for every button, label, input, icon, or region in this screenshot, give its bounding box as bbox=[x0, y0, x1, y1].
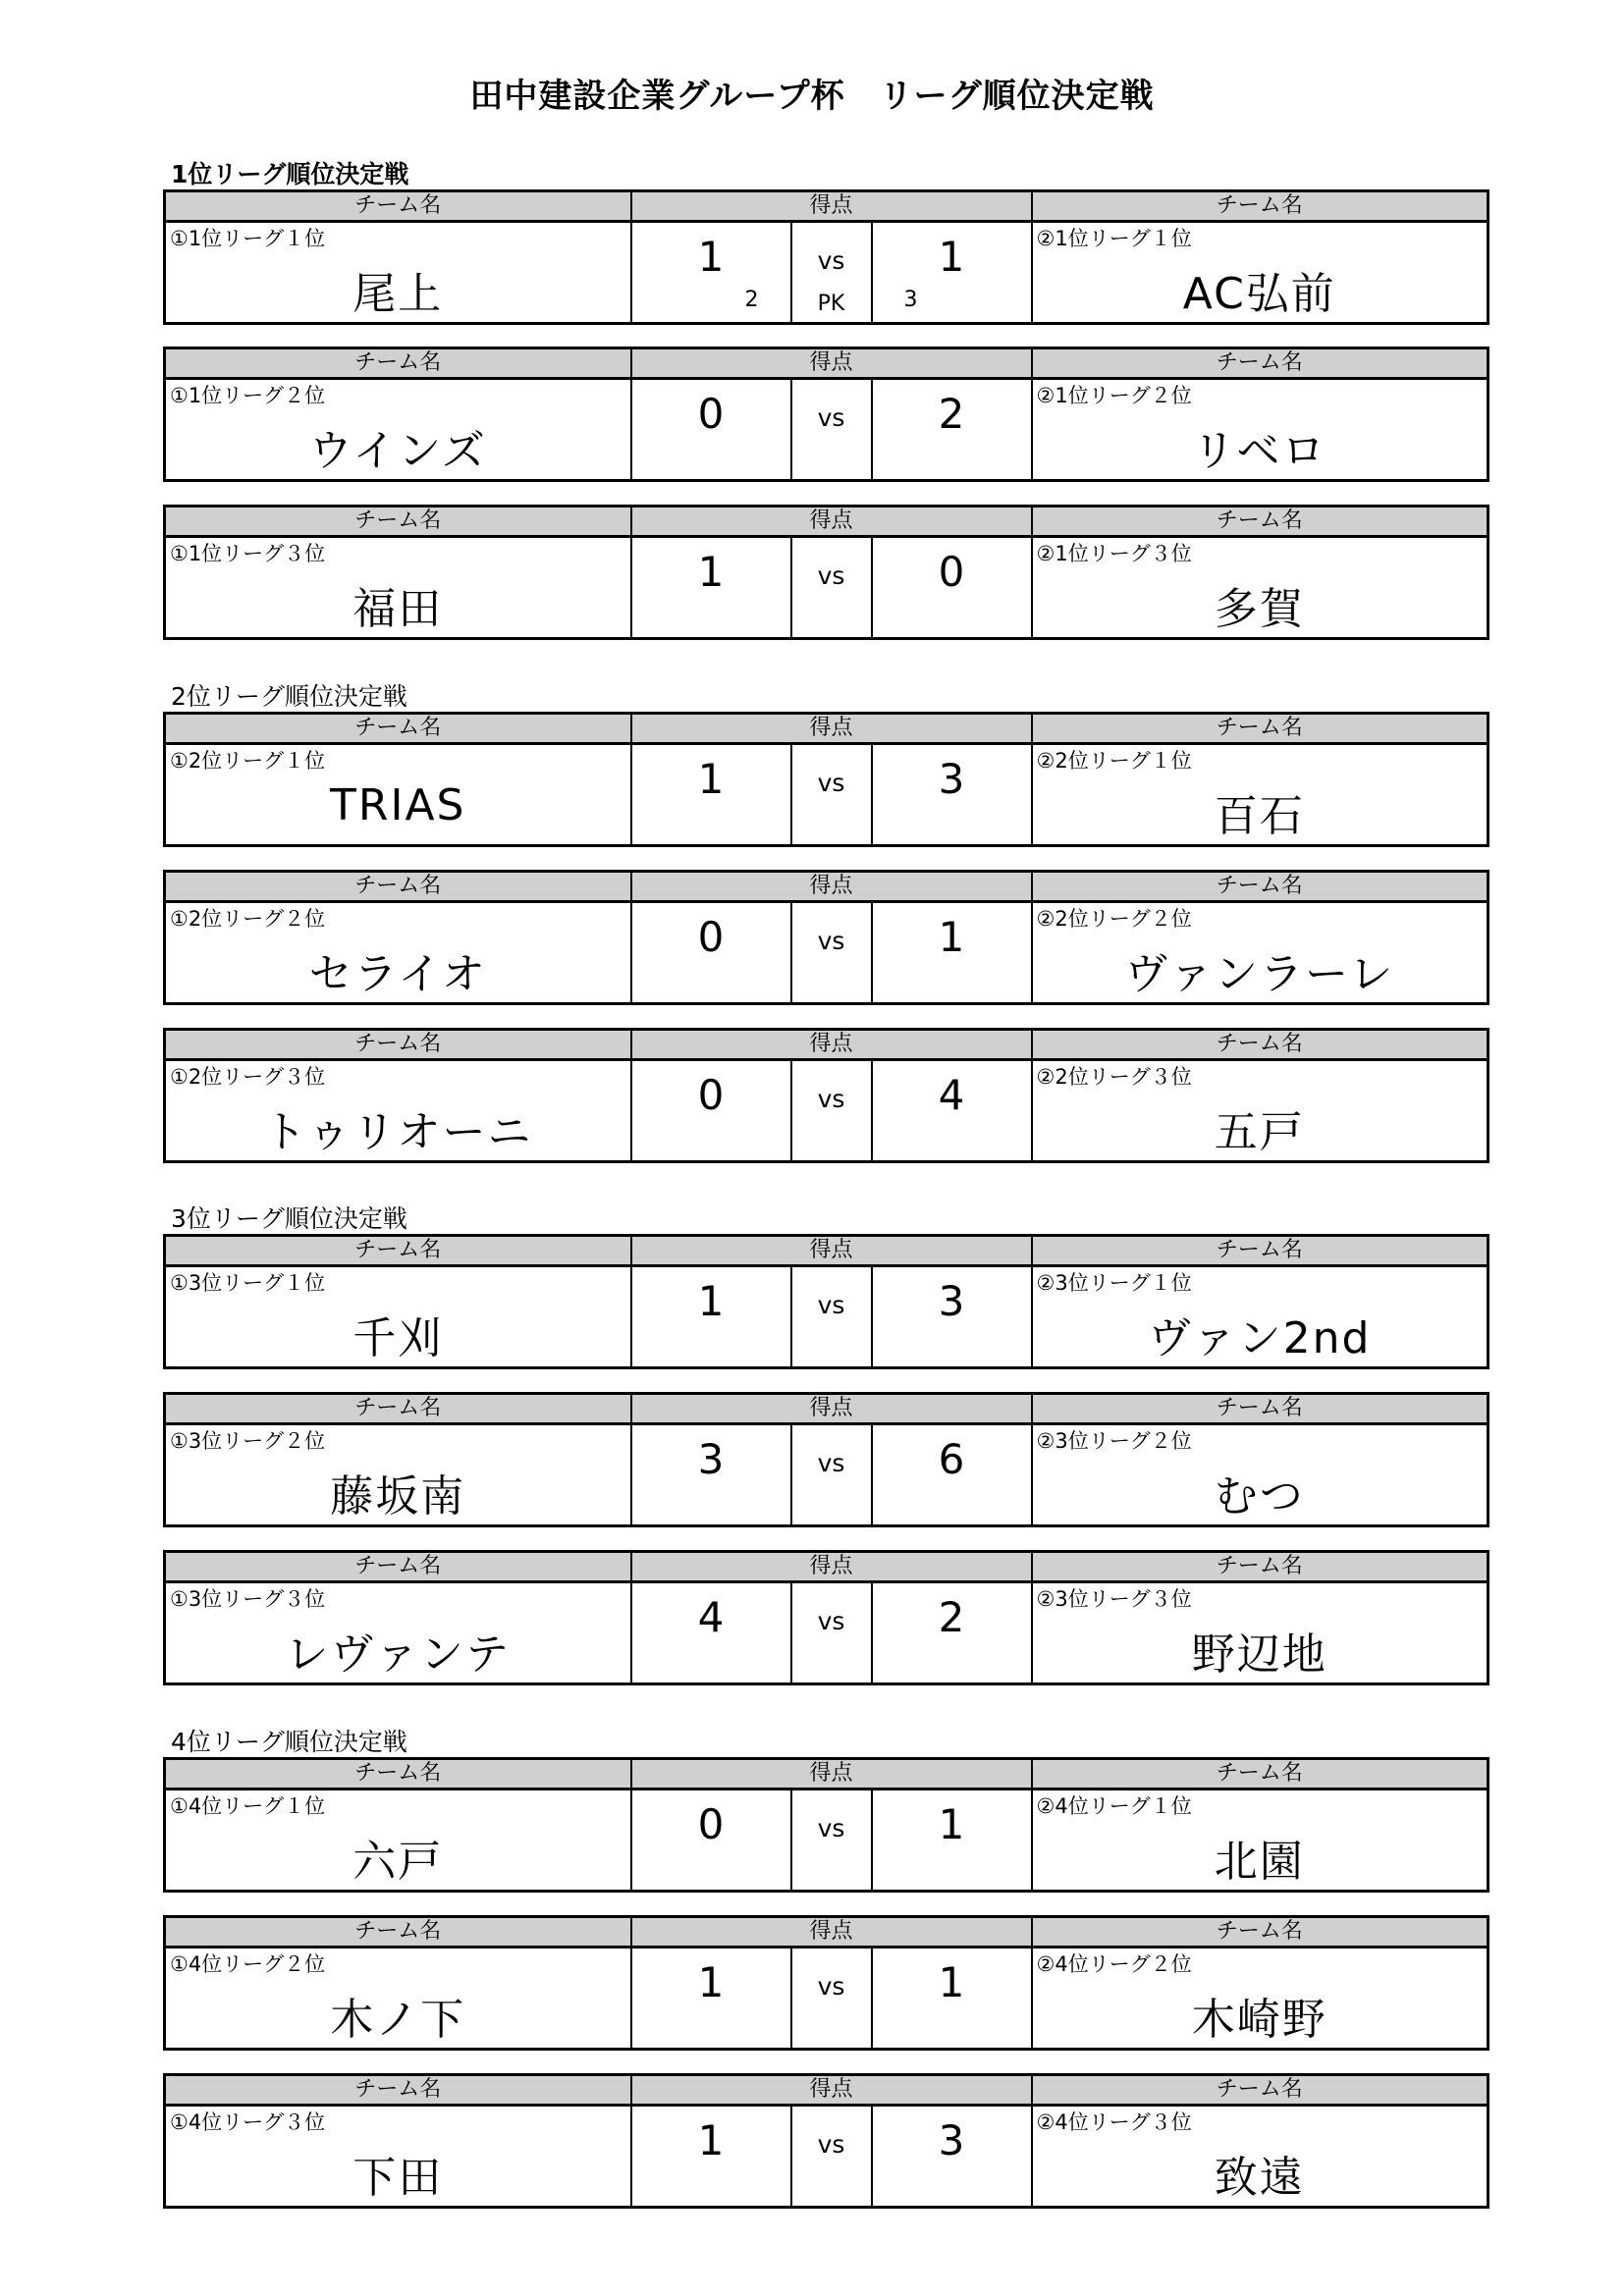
home-position: ①2位リーグ３位 bbox=[170, 1065, 326, 1089]
vs-cell bbox=[791, 1060, 872, 1162]
home-team-cell bbox=[165, 379, 631, 481]
away-team-name: リベロ bbox=[1192, 426, 1327, 476]
team-header: チーム名 bbox=[1032, 1394, 1489, 1424]
home-team-cell bbox=[165, 222, 631, 324]
home-team-name: 福田 bbox=[352, 584, 444, 634]
away-score: 0 bbox=[938, 548, 965, 596]
away-score: 2 bbox=[938, 1593, 965, 1641]
team-header: チーム名 bbox=[165, 1552, 631, 1582]
team-header: チーム名 bbox=[1032, 714, 1489, 744]
away-score-cell bbox=[872, 537, 1032, 639]
home-position: ①3位リーグ１位 bbox=[170, 1271, 326, 1295]
home-position: ①1位リーグ２位 bbox=[170, 384, 326, 407]
vs-cell bbox=[791, 1424, 872, 1526]
home-team-cell bbox=[165, 1789, 631, 1892]
away-team-name: 北園 bbox=[1214, 1837, 1305, 1887]
away-team-name: 致遠 bbox=[1214, 2153, 1305, 2203]
home-score-cell bbox=[631, 537, 791, 639]
score-header: 得点 bbox=[631, 2075, 1032, 2106]
section-title: 1位リーグ順位決定戦 bbox=[171, 160, 409, 188]
match-table bbox=[163, 1028, 1489, 1163]
away-position: ②2位リーグ１位 bbox=[1036, 749, 1192, 773]
team-header: チーム名 bbox=[1032, 2075, 1489, 2106]
vs-label: vs bbox=[817, 561, 845, 590]
match-table bbox=[163, 1234, 1489, 1369]
team-header: チーム名 bbox=[165, 1236, 631, 1266]
vs-cell bbox=[791, 1948, 872, 2050]
home-position: ①4位リーグ１位 bbox=[170, 1794, 326, 1818]
team-header: チーム名 bbox=[165, 1759, 631, 1789]
vs-cell bbox=[791, 902, 872, 1004]
match-table bbox=[163, 870, 1489, 1005]
home-position: ①2位リーグ２位 bbox=[170, 907, 326, 931]
away-team-name: 五戸 bbox=[1214, 1107, 1305, 1157]
away-score: 2 bbox=[938, 390, 965, 438]
match-table bbox=[163, 712, 1489, 847]
team-header: チーム名 bbox=[165, 1394, 631, 1424]
team-header: チーム名 bbox=[165, 2075, 631, 2106]
away-score-cell bbox=[872, 902, 1032, 1004]
away-score: 1 bbox=[938, 1800, 965, 1848]
home-team-cell bbox=[165, 902, 631, 1004]
away-score-cell bbox=[872, 1266, 1032, 1368]
away-team-cell bbox=[1032, 1789, 1489, 1892]
away-position: ②4位リーグ１位 bbox=[1036, 1794, 1192, 1818]
vs-cell bbox=[791, 2106, 872, 2208]
away-score-cell bbox=[872, 1789, 1032, 1892]
home-score: 0 bbox=[697, 913, 725, 961]
score-header: 得点 bbox=[631, 1236, 1032, 1266]
home-score-cell bbox=[631, 379, 791, 481]
match-table bbox=[163, 505, 1489, 640]
home-team-cell bbox=[165, 1424, 631, 1526]
away-score-cell bbox=[872, 1424, 1032, 1526]
away-team-name: 野辺地 bbox=[1191, 1629, 1327, 1680]
away-position: ②3位リーグ１位 bbox=[1036, 1271, 1192, 1295]
vs-label: vs bbox=[817, 246, 845, 275]
away-team-name: ヴァン2nd bbox=[1148, 1313, 1372, 1363]
away-team-cell bbox=[1032, 2106, 1489, 2208]
vs-label: vs bbox=[817, 769, 845, 797]
away-team-name: 百石 bbox=[1214, 791, 1305, 841]
team-header: チーム名 bbox=[1032, 191, 1489, 222]
vs-cell bbox=[791, 537, 872, 639]
home-team-cell bbox=[165, 1948, 631, 2050]
vs-label: vs bbox=[817, 1085, 845, 1113]
home-team-name: 藤坂南 bbox=[330, 1471, 466, 1522]
score-header: 得点 bbox=[631, 714, 1032, 744]
home-team-cell bbox=[165, 537, 631, 639]
vs-cell bbox=[791, 1789, 872, 1892]
away-team-name: 多賀 bbox=[1214, 584, 1305, 634]
home-score: 0 bbox=[697, 1800, 725, 1848]
section-title: 3位リーグ順位決定戦 bbox=[171, 1204, 407, 1233]
vs-label: vs bbox=[817, 1814, 845, 1842]
home-position: ①2位リーグ１位 bbox=[170, 749, 326, 773]
match-table bbox=[163, 1392, 1489, 1527]
team-header: チーム名 bbox=[1032, 1030, 1489, 1060]
home-score: 3 bbox=[697, 1435, 725, 1483]
score-header: 得点 bbox=[631, 507, 1032, 537]
home-score-cell bbox=[631, 1060, 791, 1162]
home-team-cell bbox=[165, 1582, 631, 1684]
home-team-name: 千刈 bbox=[352, 1313, 444, 1363]
away-position: ②1位リーグ２位 bbox=[1036, 384, 1192, 407]
match-table bbox=[163, 189, 1489, 325]
away-team-cell bbox=[1032, 1948, 1489, 2050]
home-score-cell bbox=[631, 1582, 791, 1684]
away-team-cell bbox=[1032, 744, 1489, 846]
away-score-cell bbox=[872, 222, 1032, 324]
home-score: 1 bbox=[697, 2116, 725, 2164]
match-table bbox=[163, 347, 1489, 482]
home-team-name: レヴァンテ bbox=[285, 1629, 512, 1680]
home-team-name: 六戸 bbox=[352, 1837, 444, 1887]
home-score: 1 bbox=[697, 233, 725, 281]
vs-label: vs bbox=[817, 1972, 845, 2001]
home-team-cell bbox=[165, 1266, 631, 1368]
team-header: チーム名 bbox=[165, 348, 631, 379]
score-header: 得点 bbox=[631, 1030, 1032, 1060]
home-position: ①4位リーグ２位 bbox=[170, 1952, 326, 1976]
home-score-cell bbox=[631, 1424, 791, 1526]
away-score: 3 bbox=[938, 1277, 965, 1325]
home-position: ①3位リーグ３位 bbox=[170, 1587, 326, 1611]
team-header: チーム名 bbox=[165, 1917, 631, 1948]
home-position: ①1位リーグ１位 bbox=[170, 227, 326, 250]
away-team-name: むつ bbox=[1214, 1471, 1305, 1522]
away-score: 4 bbox=[938, 1071, 965, 1119]
away-team-cell bbox=[1032, 1424, 1489, 1526]
section-title: 4位リーグ順位決定戦 bbox=[171, 1728, 407, 1756]
away-score: 6 bbox=[938, 1435, 965, 1483]
team-header: チーム名 bbox=[165, 714, 631, 744]
away-score-cell bbox=[872, 744, 1032, 846]
score-header: 得点 bbox=[631, 872, 1032, 902]
vs-label: vs bbox=[817, 2130, 845, 2159]
away-score-cell bbox=[872, 1582, 1032, 1684]
away-score: 1 bbox=[938, 233, 965, 281]
score-header: 得点 bbox=[631, 191, 1032, 222]
match-table bbox=[163, 2073, 1489, 2209]
vs-cell bbox=[791, 1582, 872, 1684]
away-team-name: AC弘前 bbox=[1182, 269, 1336, 319]
home-score: 0 bbox=[697, 390, 725, 438]
home-team-name: 尾上 bbox=[352, 269, 444, 319]
away-score: 3 bbox=[938, 2116, 965, 2164]
team-header: チーム名 bbox=[1032, 507, 1489, 537]
score-header: 得点 bbox=[631, 1394, 1032, 1424]
away-team-cell bbox=[1032, 222, 1489, 324]
home-team-name: トゥリオーニ bbox=[263, 1107, 533, 1157]
away-position: ②3位リーグ３位 bbox=[1036, 1587, 1192, 1611]
vs-label: vs bbox=[817, 403, 845, 432]
home-score-cell bbox=[631, 902, 791, 1004]
home-score: 1 bbox=[697, 1958, 725, 2006]
vs-label: vs bbox=[817, 1607, 845, 1635]
away-pk-score: 3 bbox=[903, 288, 918, 312]
home-team-cell bbox=[165, 1060, 631, 1162]
score-header: 得点 bbox=[631, 1552, 1032, 1582]
team-header: チーム名 bbox=[1032, 1236, 1489, 1266]
vs-cell bbox=[791, 1266, 872, 1368]
home-score-cell bbox=[631, 1789, 791, 1892]
home-score: 4 bbox=[697, 1593, 725, 1641]
team-header: チーム名 bbox=[1032, 1759, 1489, 1789]
home-position: ①4位リーグ３位 bbox=[170, 2110, 326, 2134]
away-position: ②1位リーグ１位 bbox=[1036, 227, 1192, 250]
team-header: チーム名 bbox=[165, 191, 631, 222]
home-pk-score: 2 bbox=[744, 288, 759, 312]
match-table bbox=[163, 1915, 1489, 2051]
home-score-cell bbox=[631, 1948, 791, 2050]
away-team-cell bbox=[1032, 537, 1489, 639]
home-score: 1 bbox=[697, 1277, 725, 1325]
home-team-name: ウインズ bbox=[308, 426, 487, 476]
match-table bbox=[163, 1757, 1489, 1893]
away-position: ②2位リーグ２位 bbox=[1036, 907, 1192, 931]
away-team-cell bbox=[1032, 1582, 1489, 1684]
away-score: 3 bbox=[938, 755, 965, 803]
team-header: チーム名 bbox=[165, 507, 631, 537]
vs-label: vs bbox=[817, 1449, 845, 1477]
home-score-cell bbox=[631, 1266, 791, 1368]
team-header: チーム名 bbox=[1032, 1552, 1489, 1582]
away-position: ②4位リーグ２位 bbox=[1036, 1952, 1192, 1976]
away-team-cell bbox=[1032, 1060, 1489, 1162]
home-team-cell bbox=[165, 744, 631, 846]
home-score-cell bbox=[631, 222, 791, 324]
page-title: 田中建設企業グループ杯 リーグ順位決定戦 bbox=[469, 77, 1155, 116]
vs-label: vs bbox=[817, 927, 845, 955]
away-team-cell bbox=[1032, 902, 1489, 1004]
away-score-cell bbox=[872, 379, 1032, 481]
team-header: チーム名 bbox=[1032, 872, 1489, 902]
away-score: 1 bbox=[938, 913, 965, 961]
vs-label: vs bbox=[817, 1291, 845, 1319]
home-score-cell bbox=[631, 2106, 791, 2208]
home-position: ①1位リーグ３位 bbox=[170, 542, 326, 565]
team-header: チーム名 bbox=[165, 1030, 631, 1060]
vs-cell bbox=[791, 744, 872, 846]
vs-cell bbox=[791, 379, 872, 481]
home-score: 1 bbox=[697, 755, 725, 803]
away-score-cell bbox=[872, 2106, 1032, 2208]
away-team-name: ヴァンラーレ bbox=[1124, 949, 1395, 999]
away-score-cell bbox=[872, 1060, 1032, 1162]
away-team-name: 木崎野 bbox=[1191, 1995, 1327, 2045]
match-table bbox=[163, 1550, 1489, 1685]
away-score: 1 bbox=[938, 1958, 965, 2006]
home-team-name: TRIAS bbox=[330, 780, 466, 830]
away-position: ②2位リーグ３位 bbox=[1036, 1065, 1192, 1089]
away-position: ②3位リーグ２位 bbox=[1036, 1429, 1192, 1453]
home-team-name: 木ノ下 bbox=[330, 1995, 466, 2045]
away-team-cell bbox=[1032, 1266, 1489, 1368]
away-position: ②1位リーグ３位 bbox=[1036, 542, 1192, 565]
team-header: チーム名 bbox=[165, 872, 631, 902]
home-score-cell bbox=[631, 744, 791, 846]
score-header: 得点 bbox=[631, 348, 1032, 379]
home-score: 1 bbox=[697, 548, 725, 596]
vs-cell bbox=[791, 222, 872, 324]
score-header: 得点 bbox=[631, 1917, 1032, 1948]
away-score-cell bbox=[872, 1948, 1032, 2050]
home-team-name: セライオ bbox=[308, 949, 487, 999]
home-team-name: 下田 bbox=[352, 2153, 444, 2203]
section-title: 2位リーグ順位決定戦 bbox=[171, 682, 407, 711]
score-header: 得点 bbox=[631, 1759, 1032, 1789]
home-score: 0 bbox=[697, 1071, 725, 1119]
team-header: チーム名 bbox=[1032, 348, 1489, 379]
home-position: ①3位リーグ２位 bbox=[170, 1429, 326, 1453]
home-team-cell bbox=[165, 2106, 631, 2208]
away-team-cell bbox=[1032, 379, 1489, 481]
team-header: チーム名 bbox=[1032, 1917, 1489, 1948]
away-position: ②4位リーグ３位 bbox=[1036, 2110, 1192, 2134]
pk-label: PK bbox=[817, 292, 845, 316]
